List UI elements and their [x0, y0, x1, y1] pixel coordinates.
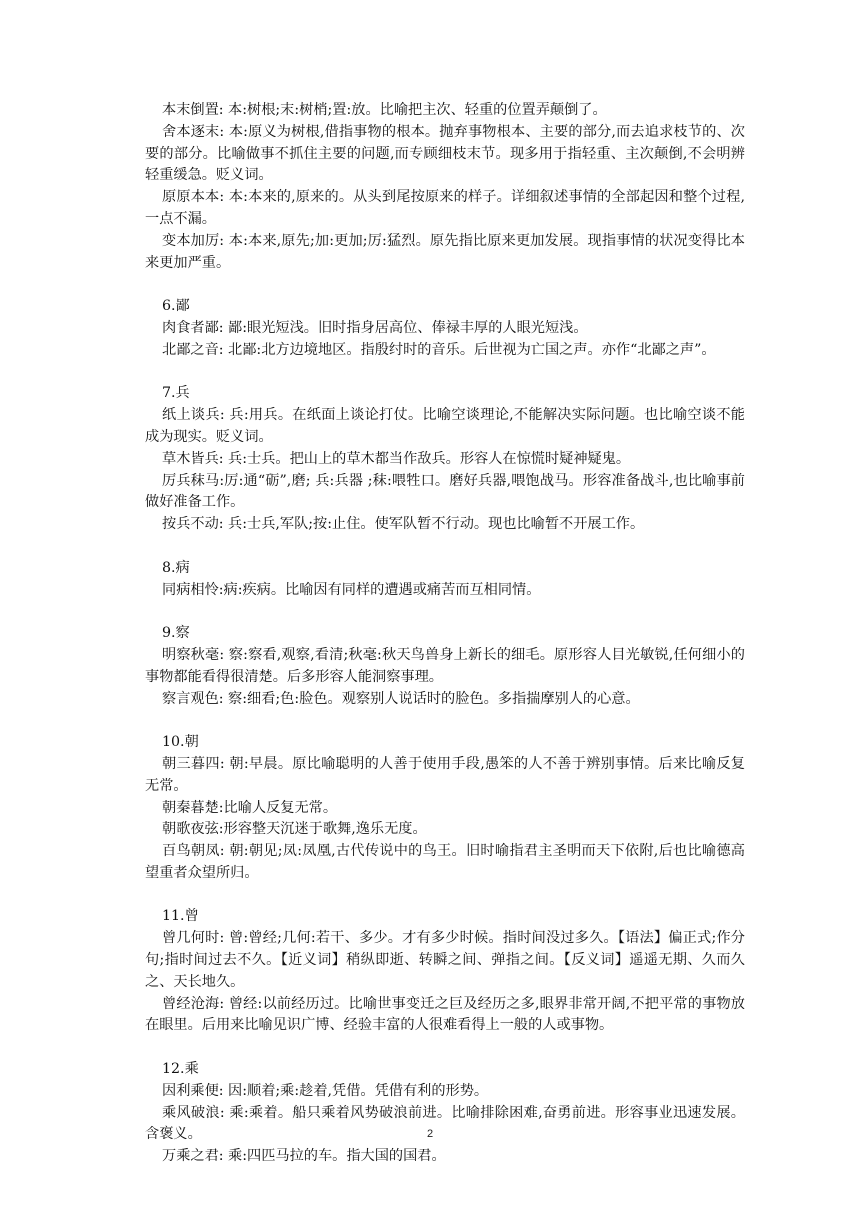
idiom-entry: 朝秦暮楚:比喻人反复无常。	[162, 799, 338, 816]
section-heading: 6.鄙	[162, 298, 190, 315]
idiom-entry: 朝三暮四: 朝:早晨。原比喻聪明的人善于使用手段,愚笨的人不善于辨别事情。后来比喻反复无常。	[145, 755, 745, 794]
idiom-entry: 原原本本: 本:本来的,原来的。从头到尾按原来的样子。详细叙述事情的全部起因和整个过程,一点不漏。	[145, 189, 745, 227]
idiom-entry: 曾几何时: 曾:曾经;几何:若干、多少。才有多少时候。指时间没过多久。【语法】偏正式;作分句;指时间过去不久。【近义词】稍纵即逝、转瞬之间、弹指之间。【反义词】遥遥无期、久而久之、天长地久。	[145, 930, 745, 990]
idiom-entry: 草木皆兵: 兵:士兵。把山上的草木都当作敌兵。形容人在惊慌时疑神疑鬼。	[162, 450, 631, 467]
idiom-entry: 按兵不动: 兵:士兵,军队;按:止住。使军队暂不行动。现也比喻暂不开展工作。	[162, 516, 645, 533]
page-number: 2	[426, 1128, 434, 1140]
section-bing	[145, 383, 745, 536]
idiom-entry: 百鸟朝凤: 朝:朝见;凤:凤凰,古代传说中的鸟王。旧时喻指君主圣明而天下依附,后也比喻德高望重者众望所归。	[145, 843, 745, 881]
idiom-entry: 察言观色: 察:细看;色:脸色。观察别人说话时的脸色。多指揣摩别人的心意。	[162, 690, 640, 707]
idiom-entry: 同病相怜:病:疾病。比喻因有同样的遭遇或痛苦而互相同情。	[162, 581, 541, 598]
section-heading: 7.兵	[162, 385, 190, 402]
section-bing-illness	[145, 558, 745, 602]
idiom-entry: 变本加厉: 本:本来,原先;加:更加;厉:猛烈。原先指比原来更加发展。现指事情的状况变得比本来更加严重。	[145, 232, 745, 271]
section-ceng	[145, 906, 745, 1037]
idiom-entry: 纸上谈兵: 兵:用兵。在纸面上谈论打仗。比喻空谈理论,不能解决实际问题。也比喻空谈不能成为现实。贬义词。	[145, 407, 745, 445]
section-chao	[145, 732, 745, 885]
idiom-entry: 明察秋毫: 察:察看,观察,看清;秋毫:秋天鸟兽身上新长的细毛。原形容人目光敏锐,任何细小的事物都能看得很清楚。后多形容人能洞察事理。	[145, 646, 745, 685]
section-cha	[145, 623, 745, 710]
idiom-entry: 万乘之君: 乘:四匹马拉的车。指大国的国君。	[162, 1148, 446, 1165]
section-heading: 9.察	[162, 625, 190, 642]
idiom-entry: 舍本逐末: 本:原义为树根,借指事物的根本。抛弃事物根本、主要的部分,而去追求枝节的、次要的部分。比喻做事不抓住主要的问题,而专顾细枝末节。现多用于指轻重、主次颠倒,不会明辨轻重缓急。贬义词。	[145, 123, 745, 184]
idiom-entry: 本末倒置: 本:树根;末:树梢;置:放。比喻把主次、轻重的位置弄颠倒了。	[162, 102, 607, 118]
idiom-entry: 肉食者鄙: 鄙:眼光短浅。旧时指身居高位、俸禄丰厚的人眼光短浅。	[162, 319, 588, 336]
idiom-entry: 乘风破浪: 乘:乘着。船只乘着风势破浪前进。比喻排除困难,奋勇前进。形容事业迅速发展。含褒义。	[145, 1104, 745, 1143]
section-heading: 11.曾	[162, 908, 199, 925]
intro-entries	[145, 100, 745, 274]
document-body	[145, 100, 745, 1168]
idiom-entry: 朝歌夜弦:形容整天沉迷于歌舞,逸乐无度。	[162, 821, 427, 838]
section-heading: 10.朝	[162, 734, 199, 751]
idiom-entry: 因利乘便: 因:顺着;乘:趁着,凭借。凭借有利的形势。	[162, 1082, 489, 1099]
idiom-entry: 曾经沧海: 曾经:以前经历过。比喻世事变迁之巨及经历之多,眼界非常开阔,不把平常的事物放在眼里。后用来比喻见识广博、经验丰富的人很难看得上一般的人或事物。	[145, 995, 745, 1034]
idiom-entry: 厉兵秣马:厉:通“砺”,磨; 兵:兵器 ;秣:喂牲口。磨好兵器,喂饱战马。形容准备战斗,也比喻事前做好准备工作。	[145, 472, 745, 511]
section-cheng	[145, 1059, 745, 1168]
section-heading: 12.乘	[162, 1061, 199, 1078]
idiom-entry: 北鄙之音: 北鄙:北方边境地区。指殷纣时的音乐。后世视为亡国之声。亦作“北鄙之声”。	[162, 341, 716, 358]
section-bi	[145, 296, 745, 361]
section-heading: 8.病	[162, 559, 190, 576]
